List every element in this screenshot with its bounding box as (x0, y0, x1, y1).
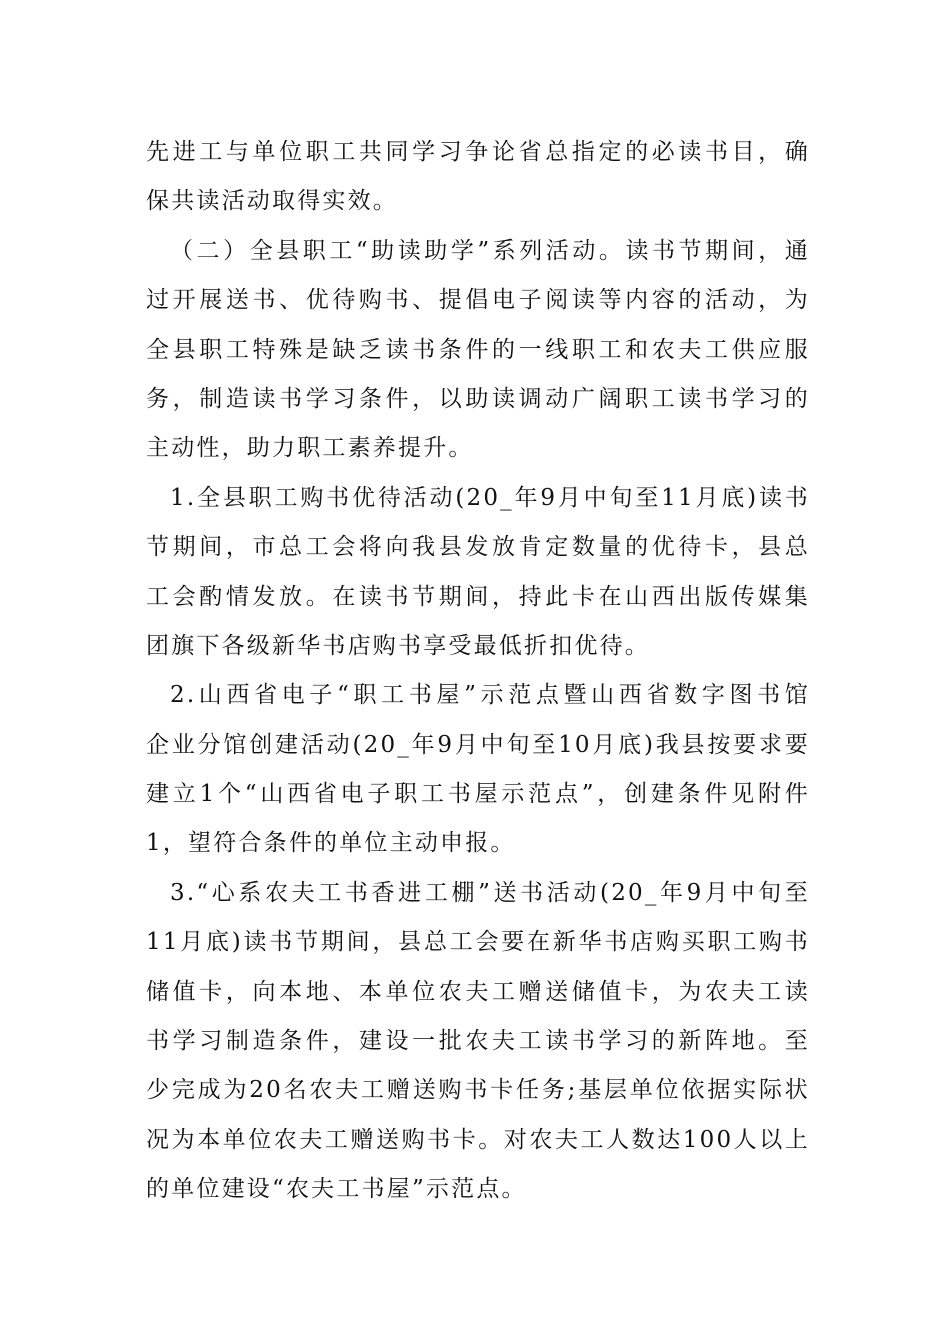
text-line: 3.“心系农夫工书香进工棚”送书活动(20_年9月中旬至 (170, 879, 810, 906)
paragraph (146, 128, 810, 227)
paragraph (146, 869, 810, 1215)
text-line: 况为本单位农夫工赠送购书卡。对农夫工人数达100人以上 (146, 1126, 810, 1153)
text-line: 务，制造读书学习条件，以助读调动广阔职工读书学习的 (146, 385, 810, 412)
text-line: 全县职工特殊是缺乏读书条件的一线职工和农夫工供应服 (146, 336, 810, 363)
text-line: 先进工与单位职工共同学习争论省总指定的必读书目，确 (146, 139, 810, 165)
text-line: 建立1个“山西省电子职工书屋示范点”，创建条件见附件 (146, 781, 810, 808)
text-line: 工会酌情发放。在读书节期间，持此卡在山西出版传媒集 (146, 583, 810, 610)
text-line: 2.山西省电子“职工书屋”示范点暨山西省数字图书馆 (170, 682, 810, 709)
document-body (146, 128, 810, 1215)
text-line: 的单位建设“农夫工书屋”示范点。 (146, 1176, 527, 1203)
text-line: 少完成为20名农夫工赠送购书卡任务;基层单位依据实际状 (146, 1077, 810, 1104)
text-line: 11月底)读书节期间，县总工会要在新华书店购买职工购书 (146, 929, 810, 956)
text-line: （二）全县职工“助读助学”系列活动。读书节期间，通 (170, 237, 810, 264)
text-line: 1.全县职工购书优待活动(20_年9月中旬至11月底)读书 (170, 484, 810, 511)
paragraph (146, 671, 810, 869)
paragraph (146, 474, 810, 672)
text-line: 节期间，市总工会将向我县发放肯定数量的优待卡，县总 (146, 534, 810, 561)
text-line: 储值卡，向本地、本单位农夫工赠送储值卡，为农夫工读 (146, 978, 810, 1005)
text-line: 团旗下各级新华书店购书享受最低折扣优待。 (146, 632, 650, 659)
text-line: 1，望符合条件的单位主动申报。 (146, 830, 516, 857)
text-line: 企业分馆创建活动(20_年9月中旬至10月底)我县按要求要 (146, 731, 810, 758)
paragraph (146, 227, 810, 474)
text-line: 保共读活动取得实效。 (146, 188, 398, 215)
text-line: 书学习制造条件，建设一批农夫工读书学习的新阵地。至 (146, 1028, 810, 1055)
text-line: 过开展送书、优待购书、提倡电子阅读等内容的活动，为 (146, 287, 810, 314)
text-line: 主动性，助力职工素养提升。 (146, 435, 474, 462)
